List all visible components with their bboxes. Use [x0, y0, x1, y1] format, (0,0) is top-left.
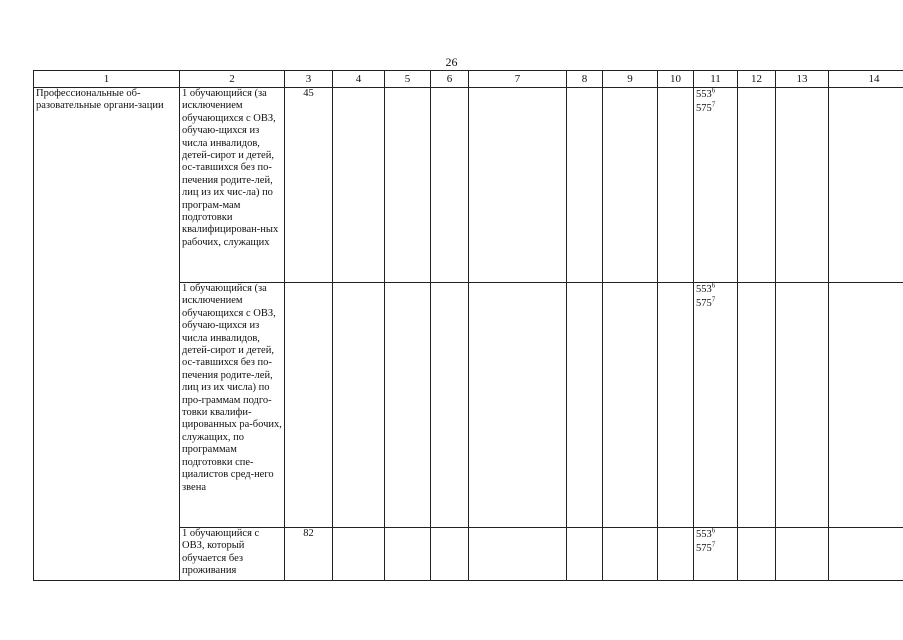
empty-cell	[567, 528, 603, 581]
empty-cell	[829, 88, 903, 283]
empty-cell	[469, 528, 567, 581]
empty-cell	[385, 283, 431, 528]
norms-table	[33, 70, 903, 581]
empty-cell	[385, 88, 431, 283]
footnoted-value: $553^6$	[696, 281, 716, 295]
footnoted-value: $575^7$	[696, 540, 716, 554]
empty-cell	[431, 528, 469, 581]
empty-cell	[333, 283, 385, 528]
empty-cell	[738, 88, 776, 283]
empty-cell	[658, 528, 694, 581]
header-cell: 4	[333, 71, 385, 88]
footnoted-value: $553^6$	[696, 526, 716, 540]
footnoted-value-cell	[694, 283, 738, 528]
page-number: 26	[445, 55, 458, 69]
header-cell: 13	[776, 71, 829, 88]
header-cell: 8	[567, 71, 603, 88]
empty-cell	[738, 528, 776, 581]
header-cell: 14	[829, 71, 903, 88]
empty-cell	[603, 88, 658, 283]
category-cell: 1 обучающийся (за исключением обучающихся с ОВЗ, обучаю-щихся из числа инвалидов, детей-сирот и детей, ос-тавшихся без по-печения родите-лей, лиц из их чис-ла) по програм-мам подготовки квалифицирован-ных рабочих, служащих	[180, 88, 285, 283]
header-cell: 10	[658, 71, 694, 88]
header-cell: 6	[431, 71, 469, 88]
empty-cell	[431, 88, 469, 283]
empty-cell	[469, 283, 567, 528]
header-cell: 7	[469, 71, 567, 88]
value-cell: 82	[285, 528, 333, 581]
header-cell: 1	[34, 71, 180, 88]
value-cell	[285, 283, 333, 528]
empty-cell	[333, 528, 385, 581]
empty-cell	[603, 283, 658, 528]
organization-type-cell: Профессиональные об-разовательные органи-зации	[34, 88, 180, 581]
empty-cell	[658, 283, 694, 528]
empty-cell	[738, 283, 776, 528]
empty-cell	[469, 88, 567, 283]
footnoted-value: $575^7$	[696, 295, 716, 309]
header-cell: 5	[385, 71, 431, 88]
empty-cell	[658, 88, 694, 283]
category-cell: 1 обучающийся (за исключением обучающихся с ОВЗ, обучаю-щихся из числа инвалидов, детей-сирот и детей, ос-тавшихся без по-печения родите-лей, лиц из их числа) по про-граммам подго-товки квалифи-цированных ра-бочих, служащих, по программам подготовки спе-циалистов сред-него звена	[180, 283, 285, 528]
footnoted-value: $553^6$	[696, 86, 716, 100]
footnoted-value-cell	[694, 88, 738, 283]
header-cell: 12	[738, 71, 776, 88]
empty-cell	[567, 283, 603, 528]
header-cell: 9	[603, 71, 658, 88]
header-row	[34, 71, 903, 88]
category-cell: 1 обучающийся с ОВЗ, который обучается без проживания	[180, 528, 285, 581]
empty-cell	[776, 283, 829, 528]
footnoted-value-cell	[694, 528, 738, 581]
empty-cell	[829, 528, 903, 581]
empty-cell	[776, 88, 829, 283]
empty-cell	[567, 88, 603, 283]
value-cell: 45	[285, 88, 333, 283]
empty-cell	[385, 528, 431, 581]
empty-cell	[431, 283, 469, 528]
empty-cell	[776, 528, 829, 581]
footnoted-value: $575^7$	[696, 100, 716, 114]
table-row	[34, 88, 903, 283]
header-cell: 11	[694, 71, 738, 88]
empty-cell	[333, 88, 385, 283]
empty-cell	[603, 528, 658, 581]
empty-cell	[829, 283, 903, 528]
header-cell: 2	[180, 71, 285, 88]
header-cell: 3	[285, 71, 333, 88]
